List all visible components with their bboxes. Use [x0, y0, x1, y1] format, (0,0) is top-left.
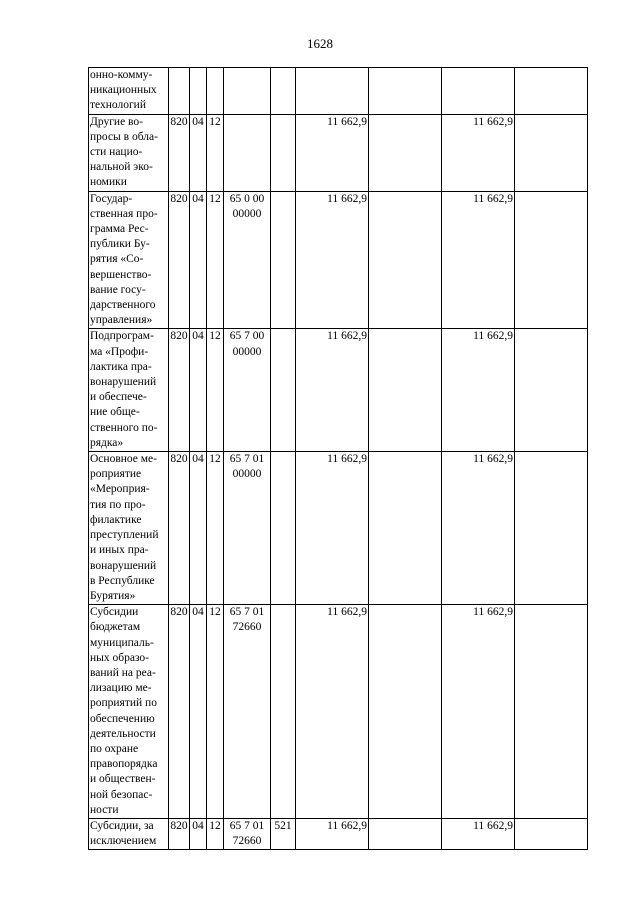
cell-expense-type — [271, 452, 296, 605]
cell-ministry-code: 820 — [169, 191, 190, 329]
cell-target-code: 65 7 01 72660 — [224, 818, 271, 849]
cell-amount — [296, 68, 369, 115]
cell-name: Субсидии, за исключением — [89, 818, 169, 849]
cell-section-code — [190, 68, 207, 115]
cell-amount — [369, 191, 442, 329]
table-row — [89, 68, 588, 115]
cell-amount: 11 662,9 — [296, 818, 369, 849]
cell-expense-type: 521 — [271, 818, 296, 849]
cell-ministry-code: 820 — [169, 329, 190, 452]
cell-section-code: 04 — [190, 818, 207, 849]
cell-ministry-code: 820 — [169, 452, 190, 605]
cell-amount — [369, 818, 442, 849]
cell-expense-type — [271, 191, 296, 329]
cell-name: онно-комму- никационных технологий — [89, 68, 169, 115]
cell-subsection-code: 12 — [207, 818, 224, 849]
cell-subsection-code — [207, 68, 224, 115]
cell-target-code — [224, 114, 271, 191]
cell-ministry-code: 820 — [169, 605, 190, 819]
cell-section-code: 04 — [190, 452, 207, 605]
cell-amount: 11 662,9 — [296, 191, 369, 329]
table-row — [89, 114, 588, 191]
budget-table-body — [89, 68, 588, 850]
cell-target-code: 65 7 01 00000 — [224, 452, 271, 605]
cell-amount: 11 662,9 — [296, 114, 369, 191]
page-number: 1628 — [307, 36, 333, 51]
cell-amount — [515, 68, 588, 115]
cell-amount — [515, 114, 588, 191]
cell-amount: 11 662,9 — [296, 329, 369, 452]
cell-name: Основное ме- роприятие «Мероприя- тия по про- филактике преступлений и иных пра- вонарушений в Республике Бурятия» — [89, 452, 169, 605]
cell-target-code: 65 7 01 72660 — [224, 605, 271, 819]
cell-amount — [369, 114, 442, 191]
cell-ministry-code: 820 — [169, 114, 190, 191]
cell-section-code: 04 — [190, 114, 207, 191]
cell-amount: 11 662,9 — [442, 452, 515, 605]
table-row — [89, 605, 588, 819]
budget-table — [88, 67, 588, 850]
cell-target-code — [224, 68, 271, 115]
cell-amount — [515, 329, 588, 452]
cell-expense-type — [271, 68, 296, 115]
cell-amount — [515, 452, 588, 605]
cell-section-code: 04 — [190, 329, 207, 452]
cell-name: Другие во- просы в обла- сти нацио- нальной эко- номики — [89, 114, 169, 191]
cell-section-code: 04 — [190, 191, 207, 329]
cell-subsection-code: 12 — [207, 605, 224, 819]
table-row — [89, 329, 588, 452]
cell-expense-type — [271, 329, 296, 452]
cell-amount: 11 662,9 — [442, 114, 515, 191]
cell-amount: 11 662,9 — [442, 191, 515, 329]
cell-amount: 11 662,9 — [296, 452, 369, 605]
cell-target-code: 65 0 00 00000 — [224, 191, 271, 329]
cell-subsection-code: 12 — [207, 114, 224, 191]
table-row — [89, 452, 588, 605]
cell-name: Подпрограм- ма «Профи- лактика пра- вонарушений и обеспече- ние обще- ственного по- рядка» — [89, 329, 169, 452]
cell-ministry-code — [169, 68, 190, 115]
cell-amount: 11 662,9 — [442, 329, 515, 452]
cell-amount — [442, 68, 515, 115]
cell-name: Государ- ственная про- грамма Рес- публики Бу- рятия «Со- вершенство- вание госу- дарственного управления» — [89, 191, 169, 329]
cell-amount: 11 662,9 — [442, 605, 515, 819]
cell-amount: 11 662,9 — [296, 605, 369, 819]
cell-name: Субсидии бюджетам муниципаль- ных образо- ваний на реа- лизацию ме- роприятий по обеспечению деятельности по охране правопорядка и обществен- ной безопас- ности — [89, 605, 169, 819]
table-row — [89, 191, 588, 329]
cell-expense-type — [271, 114, 296, 191]
cell-amount: 11 662,9 — [442, 818, 515, 849]
cell-amount — [369, 329, 442, 452]
cell-subsection-code: 12 — [207, 452, 224, 605]
cell-amount — [515, 818, 588, 849]
cell-amount — [369, 452, 442, 605]
cell-amount — [369, 605, 442, 819]
cell-subsection-code: 12 — [207, 191, 224, 329]
cell-subsection-code: 12 — [207, 329, 224, 452]
cell-target-code: 65 7 00 00000 — [224, 329, 271, 452]
cell-amount — [515, 191, 588, 329]
cell-expense-type — [271, 605, 296, 819]
cell-ministry-code: 820 — [169, 818, 190, 849]
cell-amount — [369, 68, 442, 115]
cell-amount — [515, 605, 588, 819]
table-row — [89, 818, 588, 849]
cell-section-code: 04 — [190, 605, 207, 819]
